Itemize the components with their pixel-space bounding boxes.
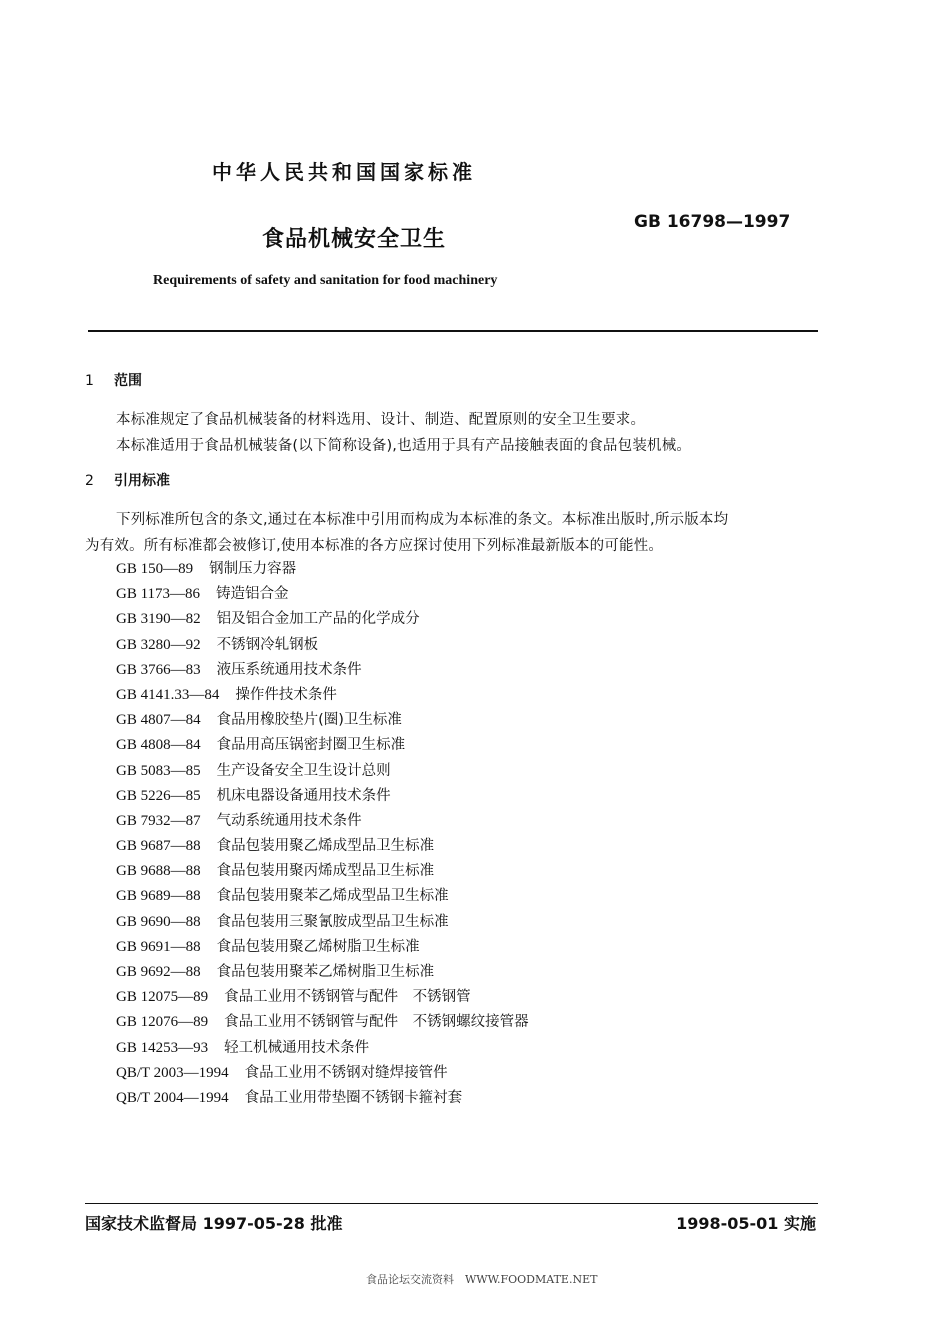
reference-title: 食品工业用不锈钢对缝焊接管件 bbox=[244, 1064, 448, 1081]
reference-code: GB 9687—88 bbox=[116, 838, 201, 855]
reference-item bbox=[116, 859, 529, 884]
section-title: 引用标准 bbox=[114, 473, 170, 489]
reference-code: GB 3766—83 bbox=[116, 661, 201, 678]
reference-item bbox=[116, 784, 529, 809]
paragraph: 下列标准所包含的条文,通过在本标准中引用而构成为本标准的条文。本标准出版时,所示版本均 bbox=[116, 512, 729, 528]
reference-code: QB/T 2003—1994 bbox=[116, 1064, 229, 1081]
paragraph: 本标准规定了食品机械装备的材料选用、设计、制造、配置原则的安全卫生要求。 bbox=[116, 412, 646, 428]
reference-item bbox=[116, 1010, 529, 1035]
reference-item bbox=[116, 910, 529, 935]
reference-title: 不锈钢冷轧钢板 bbox=[216, 636, 319, 653]
reference-item bbox=[116, 658, 529, 683]
reference-code: GB 3190—82 bbox=[116, 611, 201, 628]
reference-item bbox=[116, 733, 529, 758]
reference-title: 食品包装用聚乙烯树脂卫生标准 bbox=[216, 938, 420, 955]
reference-title: 生产设备安全卫生设计总则 bbox=[216, 762, 391, 779]
reference-item bbox=[116, 1036, 529, 1061]
reference-title: 食品用高压锅密封圈卫生标准 bbox=[216, 737, 406, 754]
reference-code: GB 12076—89 bbox=[116, 1014, 209, 1031]
reference-item bbox=[116, 708, 529, 733]
reference-code: GB 5083—85 bbox=[116, 762, 201, 779]
reference-code: GB 14253—93 bbox=[116, 1039, 209, 1056]
reference-title: 食品工业用带垫圈不锈钢卡箍衬套 bbox=[244, 1089, 463, 1106]
section-number: 1 bbox=[85, 373, 94, 389]
reference-code: GB 150—89 bbox=[116, 561, 194, 577]
reference-code: GB 9691—88 bbox=[116, 938, 201, 955]
footer-divider bbox=[85, 1203, 818, 1204]
reference-item bbox=[116, 884, 529, 909]
reference-item bbox=[116, 960, 529, 985]
reference-code: GB 9690—88 bbox=[116, 913, 201, 930]
paragraph: 为有效。所有标准都会被修订,使用本标准的各方应探讨使用下列标准最新版本的可能性。 bbox=[85, 538, 664, 554]
reference-item bbox=[116, 582, 529, 607]
section-heading-scope bbox=[85, 370, 142, 390]
reference-title: 铸造铝合金 bbox=[216, 586, 289, 603]
reference-title: 气动系统通用技术条件 bbox=[216, 812, 362, 829]
reference-code: GB 4141.33—84 bbox=[116, 686, 220, 703]
reference-item bbox=[116, 633, 529, 658]
reference-title: 食品包装用聚丙烯成型品卫生标准 bbox=[216, 863, 435, 880]
reference-title: 食品工业用不锈钢管与配件 不锈钢管 bbox=[224, 989, 471, 1006]
reference-title: 食品包装用聚乙烯成型品卫生标准 bbox=[216, 838, 435, 855]
reference-title: 钢制压力容器 bbox=[209, 561, 297, 577]
reference-title: 食品工业用不锈钢管与配件 不锈钢螺纹接管器 bbox=[224, 1014, 529, 1031]
reference-title: 液压系统通用技术条件 bbox=[216, 661, 362, 678]
reference-title: 机床电器设备通用技术条件 bbox=[216, 787, 391, 804]
reference-title: 食品包装用聚苯乙烯成型品卫生标准 bbox=[216, 888, 449, 905]
reference-item bbox=[116, 759, 529, 784]
header-divider bbox=[88, 330, 818, 332]
reference-item bbox=[116, 809, 529, 834]
reference-item bbox=[116, 1086, 529, 1111]
reference-code: GB 3280—92 bbox=[116, 636, 201, 653]
reference-code: GB 5226—85 bbox=[116, 787, 201, 804]
reference-title: 食品包装用聚苯乙烯树脂卫生标准 bbox=[216, 964, 435, 980]
implementation-date: 1998-05-01 实施 bbox=[676, 1214, 816, 1233]
reference-code: GB 12075—89 bbox=[116, 989, 209, 1006]
reference-item bbox=[116, 1061, 529, 1086]
reference-title: 轻工机械通用技术条件 bbox=[224, 1039, 370, 1056]
reference-code: GB 9689—88 bbox=[116, 888, 201, 905]
reference-code: GB 1173—86 bbox=[116, 586, 201, 603]
english-title: Requirements of safety and sanitation for food machinery bbox=[153, 273, 498, 288]
reference-item bbox=[116, 607, 529, 632]
paragraph: 本标准适用于食品机械装备(以下简称设备),也适用于具有产品接触表面的食品包装机械。 bbox=[116, 438, 692, 454]
reference-item bbox=[116, 834, 529, 859]
reference-code: QB/T 2004—1994 bbox=[116, 1089, 229, 1106]
reference-item bbox=[116, 557, 529, 582]
reference-code: GB 4808—84 bbox=[116, 737, 201, 754]
approval-date: 国家技术监督局 1997-05-28 批准 bbox=[85, 1214, 343, 1233]
reference-title: 食品用橡胶垫片(圈)卫生标准 bbox=[216, 712, 402, 729]
national-standard-title: 中华人民共和国国家标准 bbox=[212, 160, 476, 184]
reference-item bbox=[116, 683, 529, 708]
reference-item bbox=[116, 935, 529, 960]
reference-code: GB 9692—88 bbox=[116, 964, 201, 980]
reference-title: 食品包装用三聚氰胺成型品卫生标准 bbox=[216, 913, 449, 930]
reference-title: 铝及铝合金加工产品的化学成分 bbox=[216, 611, 420, 628]
standard-code: GB 16798—1997 bbox=[634, 212, 791, 232]
reference-title: 操作件技术条件 bbox=[235, 686, 337, 703]
reference-item bbox=[116, 985, 529, 1010]
section-number: 2 bbox=[85, 473, 94, 489]
watermark: 食品论坛交流资料 WWW.FOODMATE.NET bbox=[366, 1273, 598, 1286]
document-title: 食品机械安全卫生 bbox=[262, 227, 447, 252]
reference-list bbox=[116, 557, 529, 1111]
section-title: 范围 bbox=[114, 373, 142, 389]
reference-code: GB 9688—88 bbox=[116, 863, 201, 880]
reference-code: GB 7932—87 bbox=[116, 812, 201, 829]
reference-code: GB 4807—84 bbox=[116, 712, 201, 729]
section-heading-references bbox=[85, 470, 170, 490]
